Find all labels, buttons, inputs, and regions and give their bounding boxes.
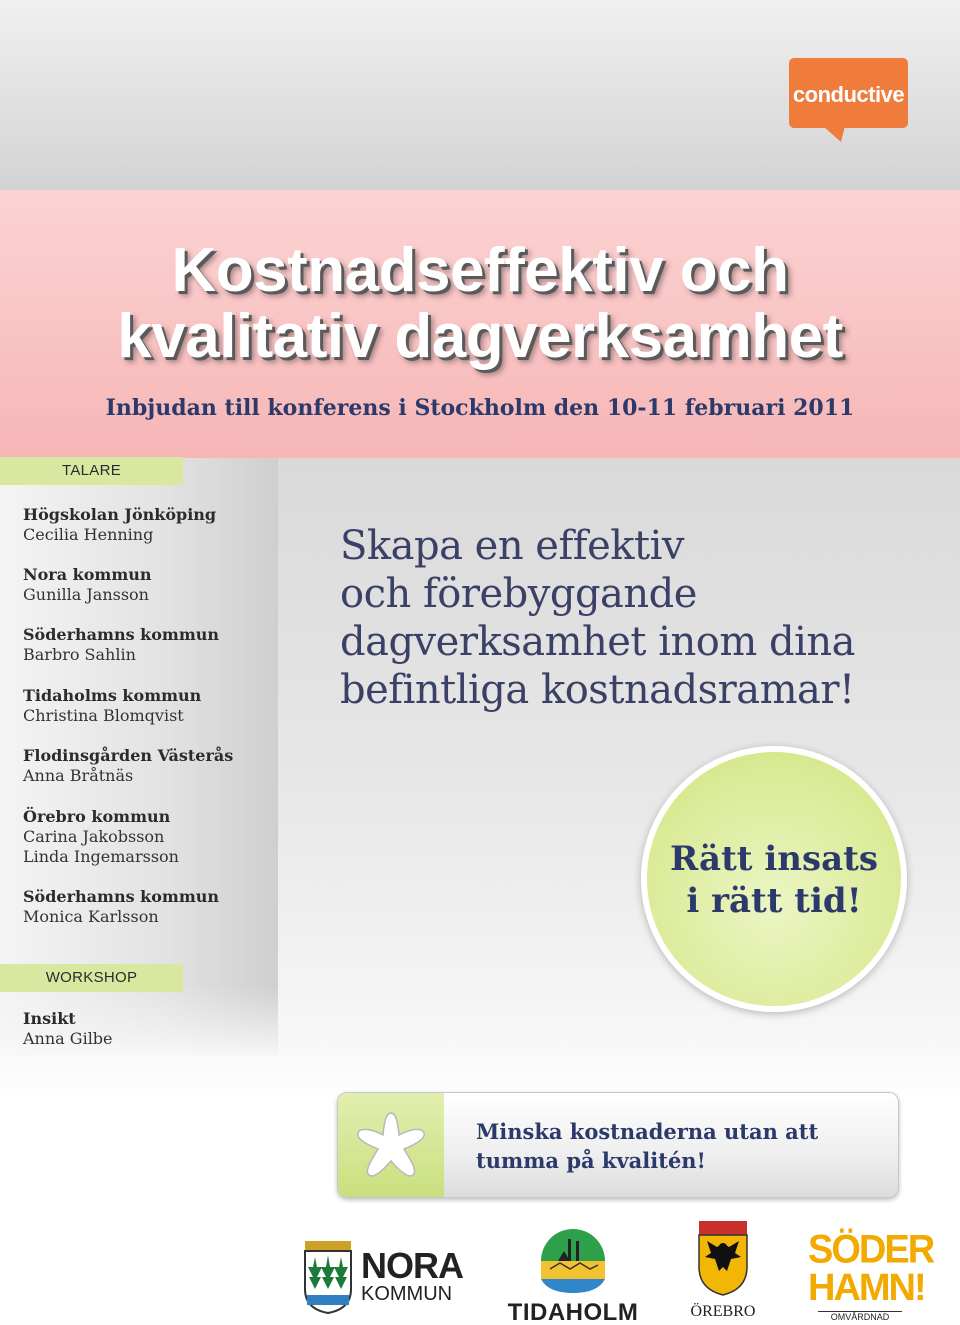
speaker-org: Nora kommun <box>23 565 152 584</box>
speaker-org: Flodinsgården Västerås <box>23 746 234 765</box>
soderhamn-label-2: HAMN! <box>808 1267 925 1309</box>
soderhamn-logo[interactable] <box>808 1227 934 1325</box>
orebro-crest-icon <box>695 1221 751 1297</box>
speaker-org: Örebro kommun <box>23 807 171 826</box>
speaker-name: Monica Karlsson <box>23 907 159 926</box>
speaker-entry <box>23 565 152 605</box>
speaker-name: Gunilla Jansson <box>23 585 149 604</box>
slogan-line-1: Rätt insats <box>670 839 878 879</box>
speaker-org: Söderhamns kommun <box>23 625 220 644</box>
tidaholm-label: TIDAHOLM <box>507 1299 639 1325</box>
speaker-name: Carina Jakobsson <box>23 827 165 846</box>
speaker-name: Anna Bråtnäs <box>23 766 134 785</box>
orebro-label: ÖREBRO <box>690 1303 756 1320</box>
nora-shield-icon <box>303 1239 353 1315</box>
page-subtitle: Inbjudan till konferens i Stockholm den 10-11 februari 2011 <box>105 395 855 421</box>
speaker-entry <box>23 625 219 665</box>
banner-text <box>476 1117 886 1175</box>
workshop-org: Insikt <box>23 1009 76 1028</box>
speaker-entry <box>23 807 179 867</box>
conductive-logo-text: conductive <box>792 82 905 107</box>
banner-line-1: Minska kostnaderna utan att <box>476 1119 819 1144</box>
workshop-entry <box>23 1009 113 1049</box>
speaker-org: Tidaholms kommun <box>23 686 202 705</box>
speaker-name: Christina Blomqvist <box>23 706 184 725</box>
speaker-entry <box>23 686 201 726</box>
nora-sublabel: KOMMUN <box>361 1283 453 1305</box>
banner-icon-panel <box>338 1093 444 1198</box>
soderhamn-label-1: SÖDER <box>808 1227 934 1273</box>
speaker-entry <box>23 505 216 545</box>
page-title <box>0 238 960 370</box>
workshop-heading: WORKSHOP <box>0 964 183 992</box>
nora-label: NORA <box>361 1245 463 1286</box>
main-tagline <box>340 522 900 714</box>
title-line-1: Kostnadseffektiv och <box>171 236 789 305</box>
tidaholm-logo[interactable] <box>503 1227 643 1325</box>
banner-line-2: tumma på kvalitén! <box>476 1148 706 1173</box>
tagline-line: befintliga kostnadsramar! <box>340 667 855 713</box>
tagline-line: och förebyggande <box>340 571 697 617</box>
cost-banner <box>337 1092 899 1198</box>
conductive-logo[interactable] <box>789 58 908 128</box>
partner-logos <box>0 1215 960 1325</box>
orebro-logo[interactable] <box>690 1221 756 1321</box>
speaker-name: Cecilia Henning <box>23 525 154 544</box>
tagline-line: dagverksamhet inom dina <box>340 619 856 665</box>
workshop-name: Anna Gilbe <box>23 1029 113 1048</box>
star-icon <box>338 1093 444 1198</box>
slogan-circle <box>641 746 907 1012</box>
speaker-name: Barbro Sahlin <box>23 645 136 664</box>
speaker-entry <box>23 887 219 927</box>
tagline-line: Skapa en effektiv <box>340 523 684 569</box>
slogan-text <box>647 838 901 922</box>
speaker-org: Söderhamns kommun <box>23 887 220 906</box>
speaker-name: Linda Ingemarsson <box>23 847 179 866</box>
slogan-line-2: i rätt tid! <box>686 881 862 921</box>
speaker-org: Högskolan Jönköping <box>23 505 217 524</box>
talare-heading: TALARE <box>0 457 183 485</box>
speaker-entry <box>23 746 233 786</box>
soderhamn-sublabel: OMVÅRDNAD <box>818 1311 902 1322</box>
nora-logo[interactable] <box>303 1239 465 1315</box>
title-line-2: kvalitativ dagverksamhet <box>117 302 843 371</box>
tidaholm-emblem-icon <box>538 1227 608 1295</box>
